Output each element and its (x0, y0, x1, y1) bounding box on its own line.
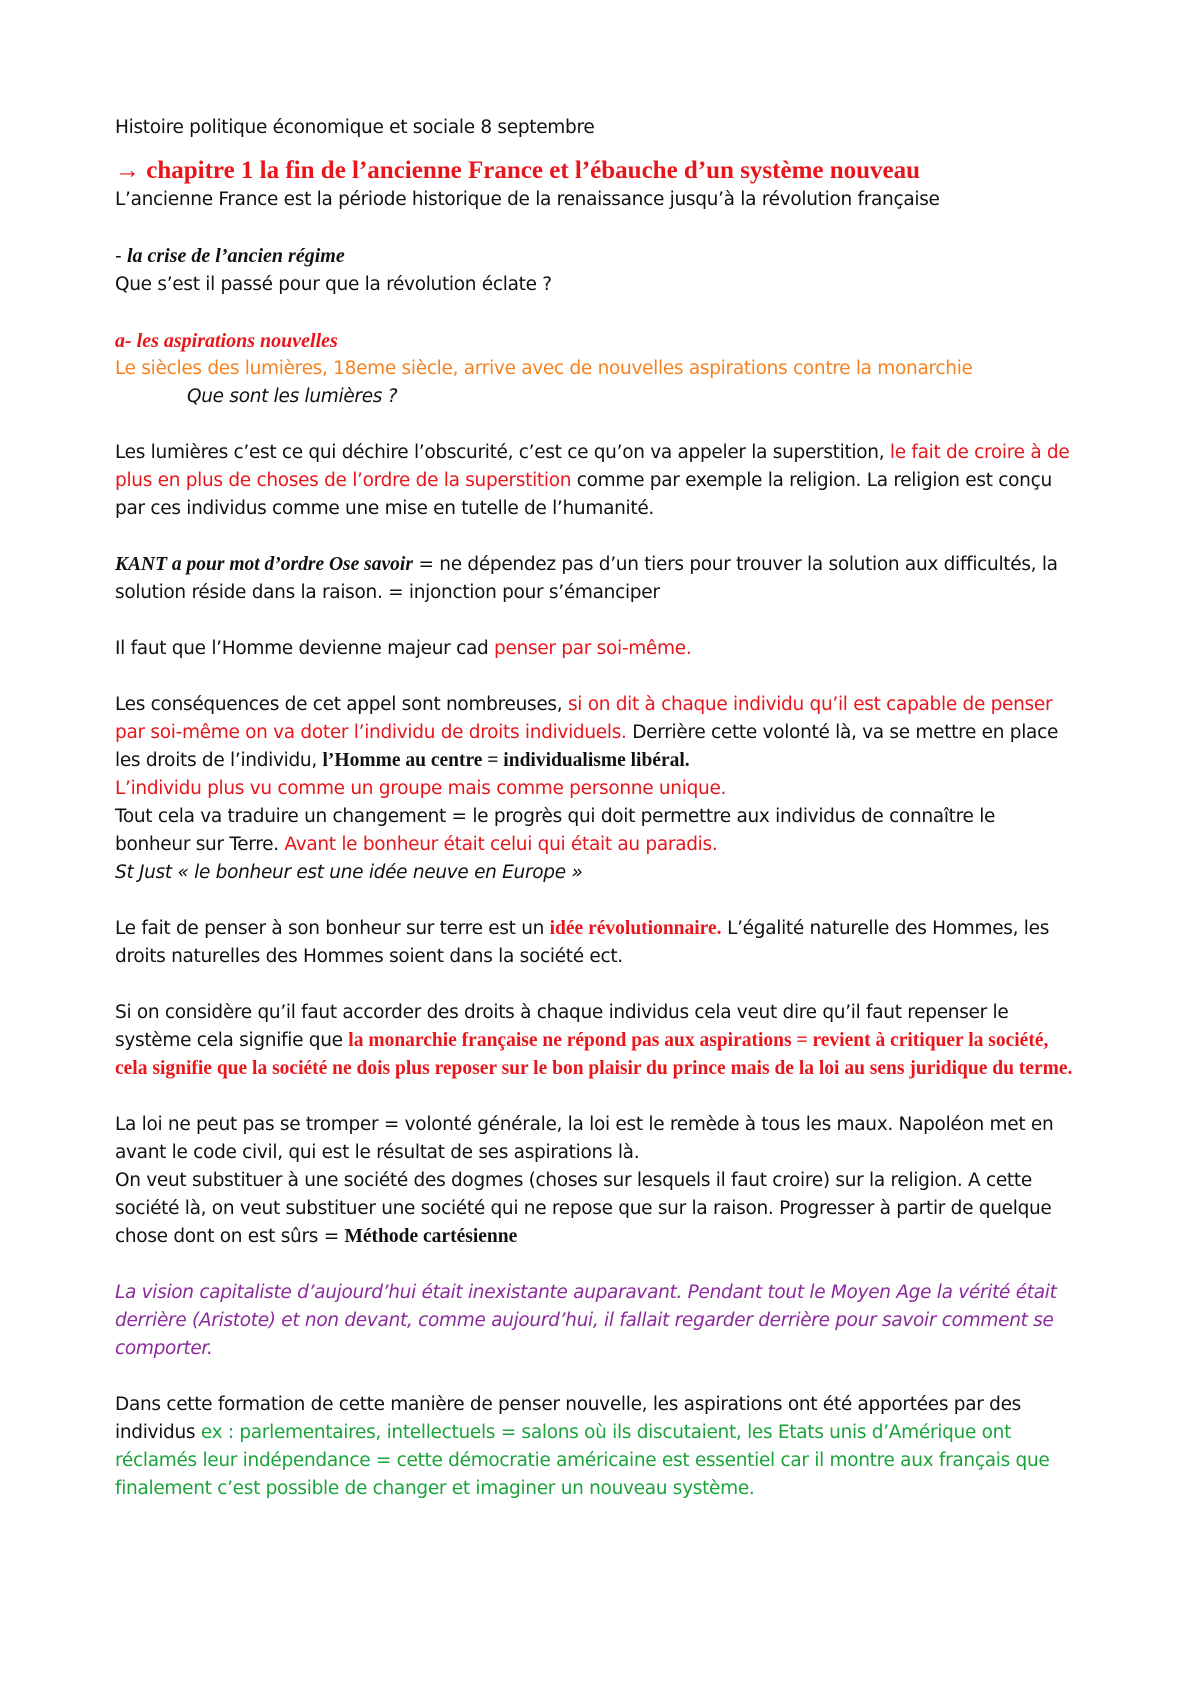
dogmes-start: On veut substituer à une société des dogmes (choses sur lesquels il faut croire) sur la religion. A cette société là, on veut substituer une société qui ne repose que sur la raison. Progresser à partir de quelque chose dont on est sûrs = (115, 1170, 1052, 1247)
progres-paragraph (115, 803, 1075, 859)
chapter-title: → chapitre 1 la fin de l’ancienne France et l’ébauche d’un système nouveau (115, 157, 921, 184)
lumieres-paragraph (115, 439, 1075, 523)
kant-rest: = ne dépendez pas d’un tiers pour trouver la solution aux difficultés, la solution réside dans la raison. = injonction pour s’émanciper (115, 554, 1058, 603)
bonheur-red: idée révolutionnaire. (549, 918, 722, 939)
consequences-bold: l’Homme au centre = individualisme libéral. (322, 750, 690, 771)
lumieres-text-2: comme par exemple la religion. La religion est conçu par ces individus comme une mise en tutelle de l’humanité. (115, 470, 1052, 519)
progres-start: Tout cela va traduire un changement = le progrès qui doit permettre aux individus de connaître le bonheur sur Terre. (115, 806, 996, 855)
section-a-title: a- les aspirations nouvelles (115, 330, 338, 352)
bonheur-start: Le fait de penser à son bonheur sur terre est un (115, 918, 550, 939)
que-sont-line: Que sont les lumières ? (187, 386, 398, 407)
kant-paragraph (115, 551, 1075, 607)
majeur-red: penser par soi-même. (494, 638, 692, 659)
si-paragraph (115, 999, 1075, 1083)
majeur-paragraph (115, 635, 1075, 663)
crise-title: la crise de l’ancien régime (126, 245, 345, 267)
question-line: Que s’est il passé pour que la révolution éclate ? (115, 274, 552, 295)
consequences-red: si on dit à chaque individu qu’il est capable de penser par soi-même on va doter l’individu de droits individuels. (115, 694, 1053, 743)
lumieres-red: le fait de croire à de plus en plus de choses de l’ordre de la superstition (115, 442, 1070, 491)
kant-bold: KANT a pour mot d’ordre Ose savoir (115, 554, 413, 575)
crise-prefix: - (115, 246, 127, 267)
formation-start: Dans cette formation de cette manière de penser nouvelle, les aspirations ont été apportées par des individus (115, 1394, 1022, 1443)
majeur-start: Il faut que l’Homme devienne majeur cad (115, 638, 495, 659)
st-just-line (115, 859, 1075, 887)
st-just-prefix: St Just (115, 862, 172, 883)
bonheur-paragraph (115, 915, 1075, 971)
siecle-line: Le siècles des lumières, 18eme siècle, arrive avec de nouvelles aspirations contre la monarchie (115, 358, 973, 379)
si-start: Si on considère qu’il faut accorder des droits à chaque individus cela veut dire qu’il faut repenser le système cela signifie que (115, 1002, 1009, 1051)
header-line: Histoire politique économique et sociale 8 septembre (115, 117, 595, 138)
individu-line: L’individu plus vu comme un groupe mais comme personne unique. (115, 778, 727, 799)
dogmes-paragraph (115, 1167, 1075, 1251)
crise-heading (115, 242, 1075, 271)
document-body (115, 114, 1075, 1503)
dogmes-bold: Méthode cartésienne (344, 1226, 518, 1247)
lumieres-text-1: Les lumières c’est ce qui déchire l’obscurité, c’est ce qu’on va appeler la superstition, (115, 442, 890, 463)
formation-paragraph (115, 1391, 1075, 1503)
formation-green: ex : parlementaires, intellectuels = salons où ils discutaient, les Etats unis d’Amérique ont réclamés leur indépendance = cette démocratie américaine est essentiel car il montre aux français que finalement c’est possible de changer et imaginer un nouveau système. (115, 1422, 1050, 1499)
intro-paragraph: L’ancienne France est la période historique de la renaissance jusqu’à la révolution française (115, 189, 940, 210)
loi-paragraph: La loi ne peut pas se tromper = volonté générale, la loi est le remède à tous les maux. Napoléon met en avant le code civil, qui est le résultat de ses aspirations là. (115, 1114, 1054, 1163)
st-just-quote: « le bonheur est une idée neuve en Europe » (171, 862, 583, 883)
si-red-bold: la monarchie française ne répond pas aux aspirations = revient à critiquer la société, cela signifie que la société ne dois plus reposer sur le bon plaisir du prince mais de la loi au sens juridique du terme. (115, 1030, 1073, 1079)
consequences-paragraph (115, 691, 1075, 775)
bonheur-end: L’égalité naturelle des Hommes, les droits naturelles des Hommes soient dans la société ect. (115, 918, 1050, 967)
consequences-mid: Derrière cette volonté là, va se mettre en place les droits de l’individu, (115, 722, 1059, 771)
progres-red: Avant le bonheur était celui qui était au paradis. (284, 834, 718, 855)
vision-paragraph: La vision capitaliste d’aujourd’hui était inexistante auparavant. Pendant tout le Moyen Age la vérité était derrière (Aristote) et non devant, comme aujourd’hui, il fallait regarder derrière pour savoir comment se comporter. (115, 1282, 1057, 1359)
consequences-start: Les conséquences de cet appel sont nombreuses, (115, 694, 568, 715)
